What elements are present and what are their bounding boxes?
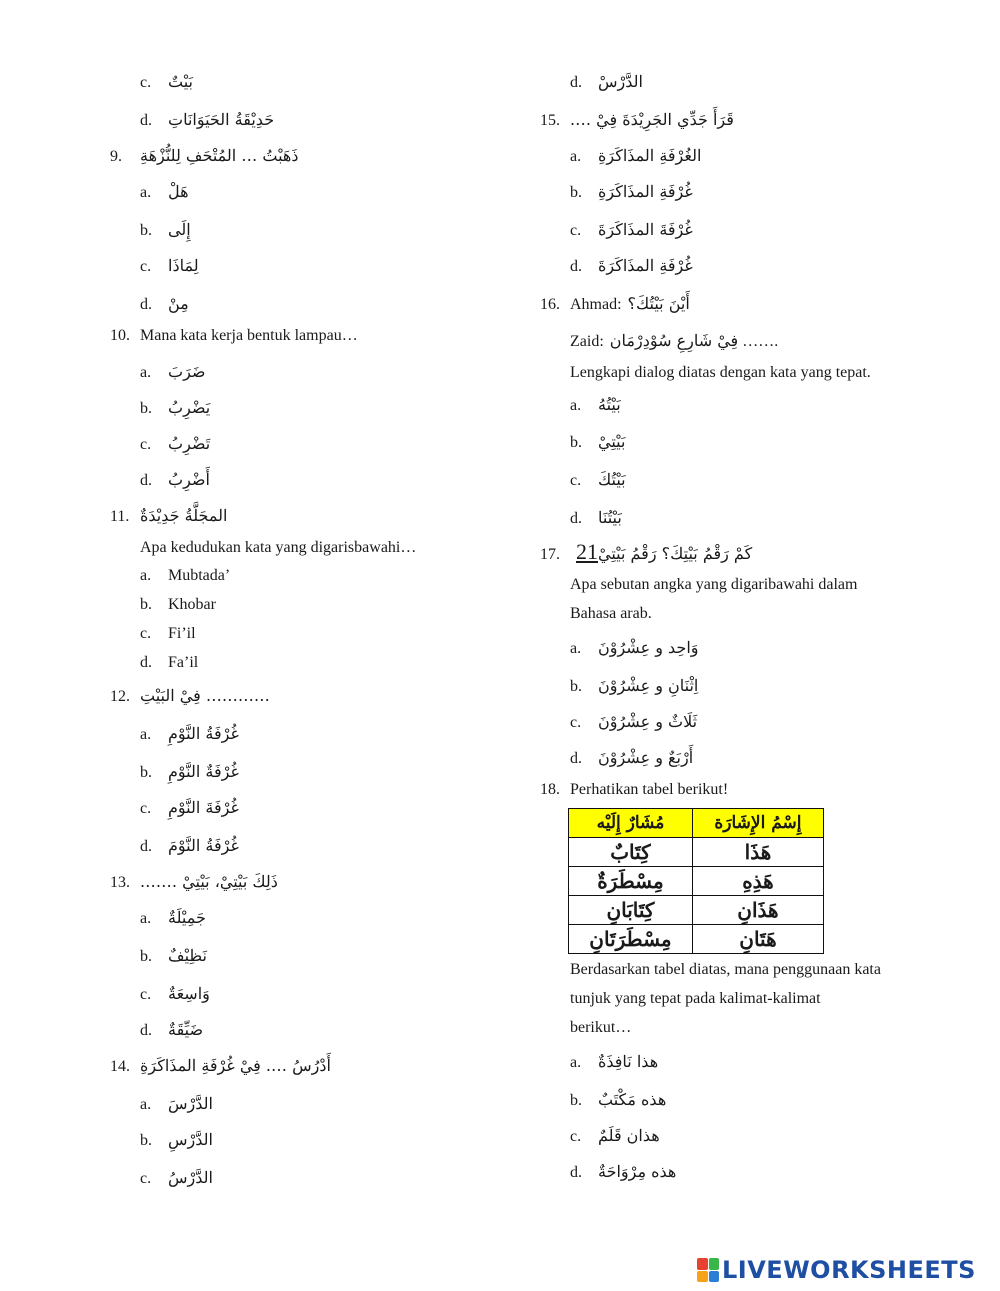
option-letter: d. [140, 838, 152, 855]
answer-option [570, 182, 693, 203]
question-number: 9. [110, 148, 122, 165]
demonstrative-table [568, 808, 824, 954]
question-text-line [140, 538, 416, 558]
arabic-text: المجَلَّةُ جَدِيْدَةٌ [140, 506, 228, 525]
answer-option [570, 508, 622, 529]
answer-option [570, 638, 698, 659]
option-letter: b. [140, 400, 152, 417]
option-letter: a. [570, 1054, 582, 1071]
answer-option [570, 1126, 660, 1147]
option-letter: b. [140, 596, 152, 613]
line-text: tunjuk yang tepat pada kalimat-kalimat [570, 990, 821, 1007]
question-number: 10. [110, 327, 130, 344]
arabic-text: ضَيِّقَةٌ [168, 1020, 204, 1039]
answer-option [570, 432, 625, 453]
arabic-text: هَلْ [168, 182, 189, 201]
option-letter: d. [570, 510, 582, 527]
option-letter: a. [570, 148, 582, 165]
table-header-cell: إِسْمُ الإِشَارَة [692, 809, 823, 838]
answer-option [570, 712, 697, 733]
answer-option [140, 294, 189, 315]
option-letter: b. [140, 1132, 152, 1149]
answer-option [140, 256, 199, 277]
question-text-line [570, 604, 652, 624]
answer-option [140, 595, 216, 615]
option-letter: b. [570, 678, 582, 695]
arabic-text: الدَّرْسِ [168, 1130, 213, 1149]
question-text-line [570, 1018, 631, 1038]
question-number: 17. [540, 546, 560, 563]
arabic-text: ضَرَبَ [168, 362, 206, 381]
option-letter: c. [140, 258, 152, 275]
option-letter: d. [570, 258, 582, 275]
answer-option [570, 1090, 666, 1111]
answer-option [570, 146, 701, 167]
option-letter: d. [570, 1164, 582, 1181]
arabic-text: هذه مَكْتَبٌ [598, 1090, 667, 1109]
question-item [110, 872, 278, 893]
option-letter: c. [140, 625, 152, 642]
line-text: Mana kata kerja bentuk lampau… [140, 327, 358, 344]
option-letter: d. [140, 296, 152, 313]
option-letter: a. [570, 397, 582, 414]
arabic-text: بَيْتُكَ [598, 470, 626, 489]
answer-option [140, 182, 189, 203]
table-cell: هَتَانِ [692, 925, 823, 954]
answer-option [140, 946, 207, 967]
answer-option [140, 798, 239, 819]
option-letter: c. [570, 1128, 582, 1145]
line-text: Fi’il [168, 625, 196, 642]
arabic-text: فِيْ شَارِعِ سُوْدِرْمَان [609, 331, 739, 350]
answer-option [570, 1052, 658, 1073]
arabic-text: غُرْفَةُ النَّوْمِ [168, 724, 239, 743]
question-number: 11. [110, 508, 130, 525]
arabic-text: حَدِيْقَةُ الحَيَوَانَاتِ [168, 110, 275, 129]
option-letter: b. [140, 948, 152, 965]
arabic-text: بَيْتُنَا [598, 508, 622, 527]
answer-option [140, 362, 205, 383]
question-text-line [570, 960, 881, 980]
answer-option [570, 72, 643, 93]
arabic-text: هذا نَافِذَةٌ [598, 1052, 659, 1071]
option-letter: c. [570, 472, 582, 489]
option-letter: c. [140, 986, 152, 1003]
arabic-text: اِثْنَانِ و عِشْرُوْنَ [598, 676, 699, 695]
option-letter: d. [140, 112, 152, 129]
table-header-row [569, 809, 824, 838]
question-item [540, 294, 690, 315]
table-row [569, 838, 824, 867]
blank-dots: ……. [742, 333, 779, 350]
arabic-text: هذان قَلَمٌ [598, 1126, 660, 1145]
option-letter: c. [570, 714, 582, 731]
table-cell: هَذَا [692, 838, 823, 867]
arabic-text: غُرْفَةِ المذَاكَرَةَ [598, 256, 693, 275]
option-letter: a. [140, 1096, 152, 1113]
arabic-text: غُرْفَةٌ النَّوْمِ [168, 762, 239, 781]
arabic-text: لِمَاذَا [168, 256, 199, 275]
arabic-text: جَمِيْلَةٌ [168, 908, 206, 927]
answer-option [140, 110, 274, 131]
question-number: 16. [540, 296, 560, 313]
line-text: Lengkapi dialog diatas dengan kata yang tepat. [570, 364, 871, 381]
option-letter: b. [570, 1092, 582, 1109]
option-letter: c. [140, 1170, 152, 1187]
arabic-text: نَظِيْفٌ [168, 946, 207, 965]
option-letter: d. [570, 74, 582, 91]
answer-option [140, 1130, 213, 1151]
table-cell: هَذَانِ [692, 896, 823, 925]
table-cell: كِتَابٌ [569, 838, 693, 867]
arabic-text: هذه مِرْوَاحَةٌ [598, 1162, 677, 1181]
answer-option [140, 624, 196, 644]
question-text-line [570, 575, 857, 595]
line-text: Mubtada’ [168, 567, 231, 584]
arabic-text: بَيْتٌ [168, 72, 193, 91]
arabic-text: بَيْتِيْ [598, 432, 626, 451]
arabic-text: أَدْرُسُ …. فِيْ غُرْفَةِ المذَاكَرَةِ [140, 1056, 331, 1075]
arabic-text: ثَلَاثٌ و عِشْرُوْنَ [598, 712, 698, 731]
question-item [540, 110, 734, 131]
answer-option [140, 1094, 213, 1115]
table-cell: هَذِهِ [692, 867, 823, 896]
arabic-text: أَضْرِبُ [168, 470, 210, 489]
arabic-text: الدَّرْسَ [168, 1094, 213, 1113]
answer-option [140, 836, 239, 857]
option-letter: b. [140, 764, 152, 781]
answer-option [140, 220, 191, 241]
option-letter: a. [140, 364, 152, 381]
line-text: Ahmad: [570, 296, 622, 313]
question-text-line [570, 989, 821, 1009]
option-letter: b. [570, 434, 582, 451]
answer-option [140, 398, 210, 419]
arabic-text: أَيْنَ بَيْتُكَ؟ [627, 294, 690, 313]
option-letter: a. [140, 567, 152, 584]
option-letter: b. [570, 184, 582, 201]
option-letter: c. [570, 222, 582, 239]
line-text: Zaid: [570, 333, 604, 350]
question-number: 12. [110, 688, 130, 705]
table-header-cell: مُشَارٌ إِلَيْه [569, 809, 693, 838]
option-letter: a. [140, 726, 152, 743]
liveworksheets-logo [697, 1255, 976, 1285]
arabic-text: غُرْفَةَ النَّوْمِ [168, 798, 239, 817]
option-letter: c. [140, 436, 152, 453]
answer-option [140, 470, 210, 491]
arabic-text: وَاسِعَةٌ [168, 984, 210, 1003]
line-text: berikut… [570, 1019, 632, 1036]
logo-text: LIVEWORKSHEETS [722, 1256, 976, 1284]
answer-option [570, 470, 626, 491]
table-cell: مِسْطَرَتَانِ [569, 925, 693, 954]
table-cell: كِتَابَانِ [569, 896, 693, 925]
option-letter: b. [140, 222, 152, 239]
arabic-text: قَرَأَ جَدِّي الجَرِيْدَةَ فِيْ …. [570, 110, 734, 129]
line-text: Fa’il [168, 654, 199, 671]
question-item [110, 146, 299, 167]
answer-option [570, 395, 621, 416]
arabic-text: ذَلِكَ بَيْتِيْ، بَيْتِيْ ……. [140, 872, 278, 891]
question-number: 15. [540, 112, 560, 129]
arabic-text: إِلَى [168, 220, 191, 239]
answer-option [140, 724, 239, 745]
answer-option [140, 434, 210, 455]
answer-option [140, 984, 210, 1005]
arabic-text: الدَّرْسُ [168, 1168, 213, 1187]
line-text: Perhatikan tabel berikut! [570, 781, 729, 798]
underlined-number: 21 [576, 539, 598, 564]
answer-option [570, 220, 693, 241]
question-text-line [570, 331, 778, 352]
option-letter: a. [140, 184, 152, 201]
arabic-text: غُرْفَةِ المذَاكَرَةِ [598, 182, 693, 201]
line-text: Khobar [168, 596, 216, 613]
arabic-text: تَضْرِبُ [168, 434, 211, 453]
table-cell: مِسْطَرَةٌ [569, 867, 693, 896]
answer-option [140, 72, 193, 93]
question-item [110, 506, 227, 527]
question-item [540, 539, 753, 565]
question-item [110, 686, 270, 707]
arabic-text: بَيْتُهُ [598, 395, 621, 414]
line-text: Apa sebutan angka yang digaribawahi dalam [570, 576, 858, 593]
answer-option [140, 653, 198, 673]
question-number: 14. [110, 1058, 130, 1075]
arabic-text: كَمْ رَقْمُ بَيْتِكَ؟ رَقْمُ بَيْتِيْ [598, 544, 753, 563]
question-number: 18. [540, 781, 560, 798]
answer-option [140, 1020, 203, 1041]
answer-option [570, 676, 698, 697]
line-text: Berdasarkan tabel diatas, mana penggunaan kata [570, 961, 881, 978]
option-letter: d. [570, 750, 582, 767]
option-letter: a. [140, 910, 152, 927]
arabic-text: ………… فِيْ البَيْتِ [140, 686, 270, 705]
arabic-text: أَرْبَعٌ و عِشْرُوْنَ [598, 748, 694, 767]
arabic-text: يَضْرِبُ [168, 398, 211, 417]
answer-option [570, 748, 693, 769]
question-item [540, 780, 728, 800]
arabic-text: الغُرْفَةِ المذَاكَرَةِ [598, 146, 702, 165]
line-text: Bahasa arab. [570, 605, 652, 622]
question-number: 13. [110, 874, 130, 891]
question-item [110, 1056, 331, 1077]
answer-option [140, 908, 206, 929]
arabic-text: غُرْفَةَ المذَاكَرَةَ [598, 220, 693, 239]
answer-option [570, 1162, 676, 1183]
answer-option [140, 762, 239, 783]
option-letter: c. [140, 800, 152, 817]
answer-option [570, 256, 693, 277]
table-row [569, 896, 824, 925]
arabic-text: وَاحِد و عِشْرُوْنَ [598, 638, 699, 657]
option-letter: d. [140, 1022, 152, 1039]
line-text: Apa kedudukan kata yang digarisbawahi… [140, 539, 417, 556]
option-letter: d. [140, 654, 152, 671]
table-row [569, 867, 824, 896]
answer-option [140, 566, 230, 586]
arabic-text: ذَهَبْتُ … المُتْحَفِ لِلنُّزْهَةِ [140, 146, 299, 165]
option-letter: c. [140, 74, 152, 91]
question-item [110, 326, 358, 346]
option-letter: a. [570, 640, 582, 657]
logo-icon [697, 1258, 719, 1282]
option-letter: d. [140, 472, 152, 489]
arabic-text: مِنْ [168, 294, 189, 313]
table-row [569, 925, 824, 954]
question-text-line [570, 363, 871, 383]
arabic-text: غُرْفَةُ النَّوْمَ [168, 836, 239, 855]
arabic-text: الدَّرْسْ [598, 72, 643, 91]
answer-option [140, 1168, 213, 1189]
